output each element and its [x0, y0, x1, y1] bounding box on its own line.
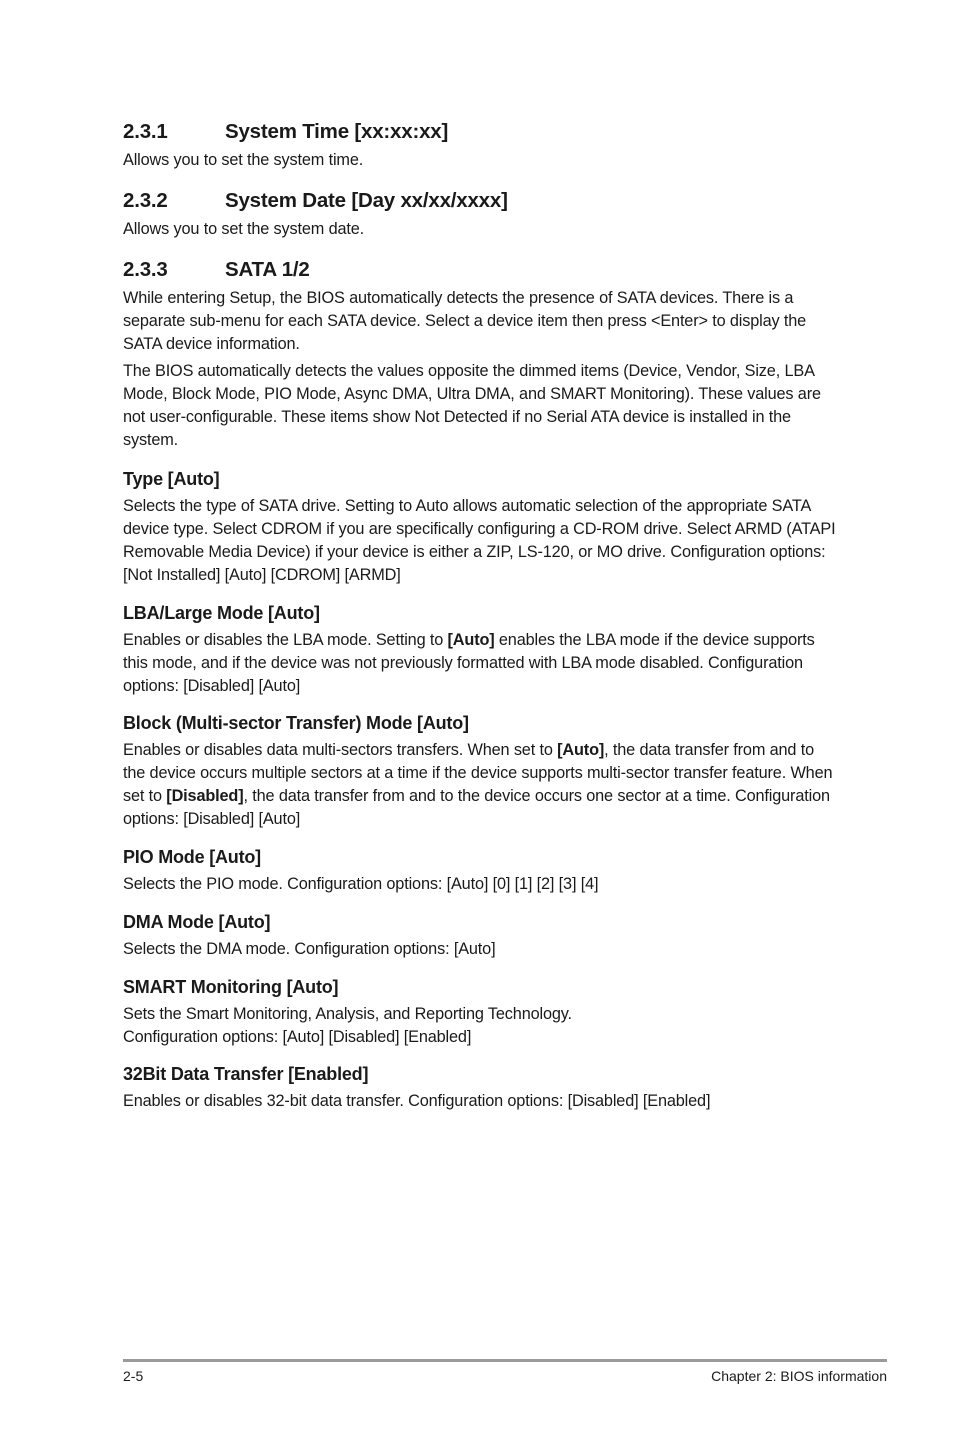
section-heading-2-3-1	[123, 118, 838, 146]
item-text-lba	[123, 629, 838, 698]
section-title: System Date [Day xx/xx/xxxx]	[225, 189, 508, 212]
footer-rule	[123, 1359, 887, 1362]
page-number: 2-5	[123, 1368, 144, 1384]
item-heading-block: Block (Multi-sector Transfer) Mode [Auto]	[123, 713, 469, 733]
item-text-dma: Selects the DMA mode. Configuration options: [Auto]	[123, 940, 496, 958]
chapter-title: Chapter 2: BIOS information	[711, 1368, 887, 1384]
item-text-pio: Selects the PIO mode. Configuration options: [Auto] [0] [1] [2] [3] [4]	[123, 875, 599, 893]
section-title: System Time [xx:xx:xx]	[225, 120, 449, 143]
page-content	[123, 118, 838, 1113]
section-paragraph-2: The BIOS automatically detects the values opposite the dimmed items (Device, Vendor, Size, LBA Mode, Block Mode, PIO Mode, Async DMA, Ultra DMA, and SMART Monitoring). These values are not user-configurable. These items show Not Detected if no Serial ATA device is installed in the system.	[123, 362, 821, 449]
item-text-smart	[123, 1003, 838, 1049]
text-run: Enables or disables data multi-sectors transfers. When set to	[123, 741, 558, 759]
text-line: Configuration options: [Auto] [Disabled] [Enabled]	[123, 1028, 472, 1046]
bold-value: [Auto]	[447, 631, 495, 649]
text-line: Sets the Smart Monitoring, Analysis, and Reporting Technology.	[123, 1005, 572, 1023]
bold-value: [Disabled]	[166, 787, 244, 805]
section-title: SATA 1/2	[225, 258, 310, 281]
section-number: 2.3.2	[123, 189, 168, 212]
item-heading-32bit: 32Bit Data Transfer [Enabled]	[123, 1064, 369, 1084]
item-heading-dma: DMA Mode [Auto]	[123, 912, 271, 932]
section-text: Allows you to set the system date.	[123, 220, 365, 238]
text-run: , the data transfer from and to the device occurs one sector at a time. Configuration options: [Disabled] [Auto]	[123, 787, 830, 828]
text-run: enables the LBA mode if the device supports this mode, and if the device was not previously formatted with LBA mode disabled. Configuration options: [Disabled] [Auto]	[123, 631, 815, 695]
section-text: Allows you to set the system time.	[123, 151, 364, 169]
section-heading-2-3-3	[123, 256, 838, 284]
item-text-block	[123, 739, 838, 831]
section-number: 2.3.1	[123, 120, 168, 143]
item-heading-lba: LBA/Large Mode [Auto]	[123, 603, 320, 623]
item-text-type: Selects the type of SATA drive. Setting to Auto allows automatic selection of the appropriate SATA device type. Select CDROM if you are specifically configuring a CD-ROM drive. Select ARMD (ATAPI Removable Media Device) if your device is either a ZIP, LS-120, or MO drive. Configuration options: [Not Installed] [Auto] [CDROM] [ARMD]	[123, 497, 836, 584]
section-heading-2-3-2	[123, 187, 838, 215]
section-number: 2.3.3	[123, 258, 168, 281]
item-heading-type: Type [Auto]	[123, 469, 220, 489]
text-run: Enables or disables the LBA mode. Setting to	[123, 631, 448, 649]
item-text-32bit: Enables or disables 32-bit data transfer. Configuration options: [Disabled] [Enabled]	[123, 1092, 711, 1110]
bold-value: [Auto]	[557, 741, 605, 759]
item-heading-pio: PIO Mode [Auto]	[123, 847, 261, 867]
section-paragraph-1: While entering Setup, the BIOS automatically detects the presence of SATA devices. There is a separate sub-menu for each SATA device. Select a device item then press <Enter> to display the SATA device information.	[123, 289, 807, 353]
item-heading-smart: SMART Monitoring [Auto]	[123, 977, 339, 997]
text-run: , the data transfer from and to the device occurs multiple sectors at a time if the device supports multi-sector transfer feature. When set to	[123, 741, 833, 805]
